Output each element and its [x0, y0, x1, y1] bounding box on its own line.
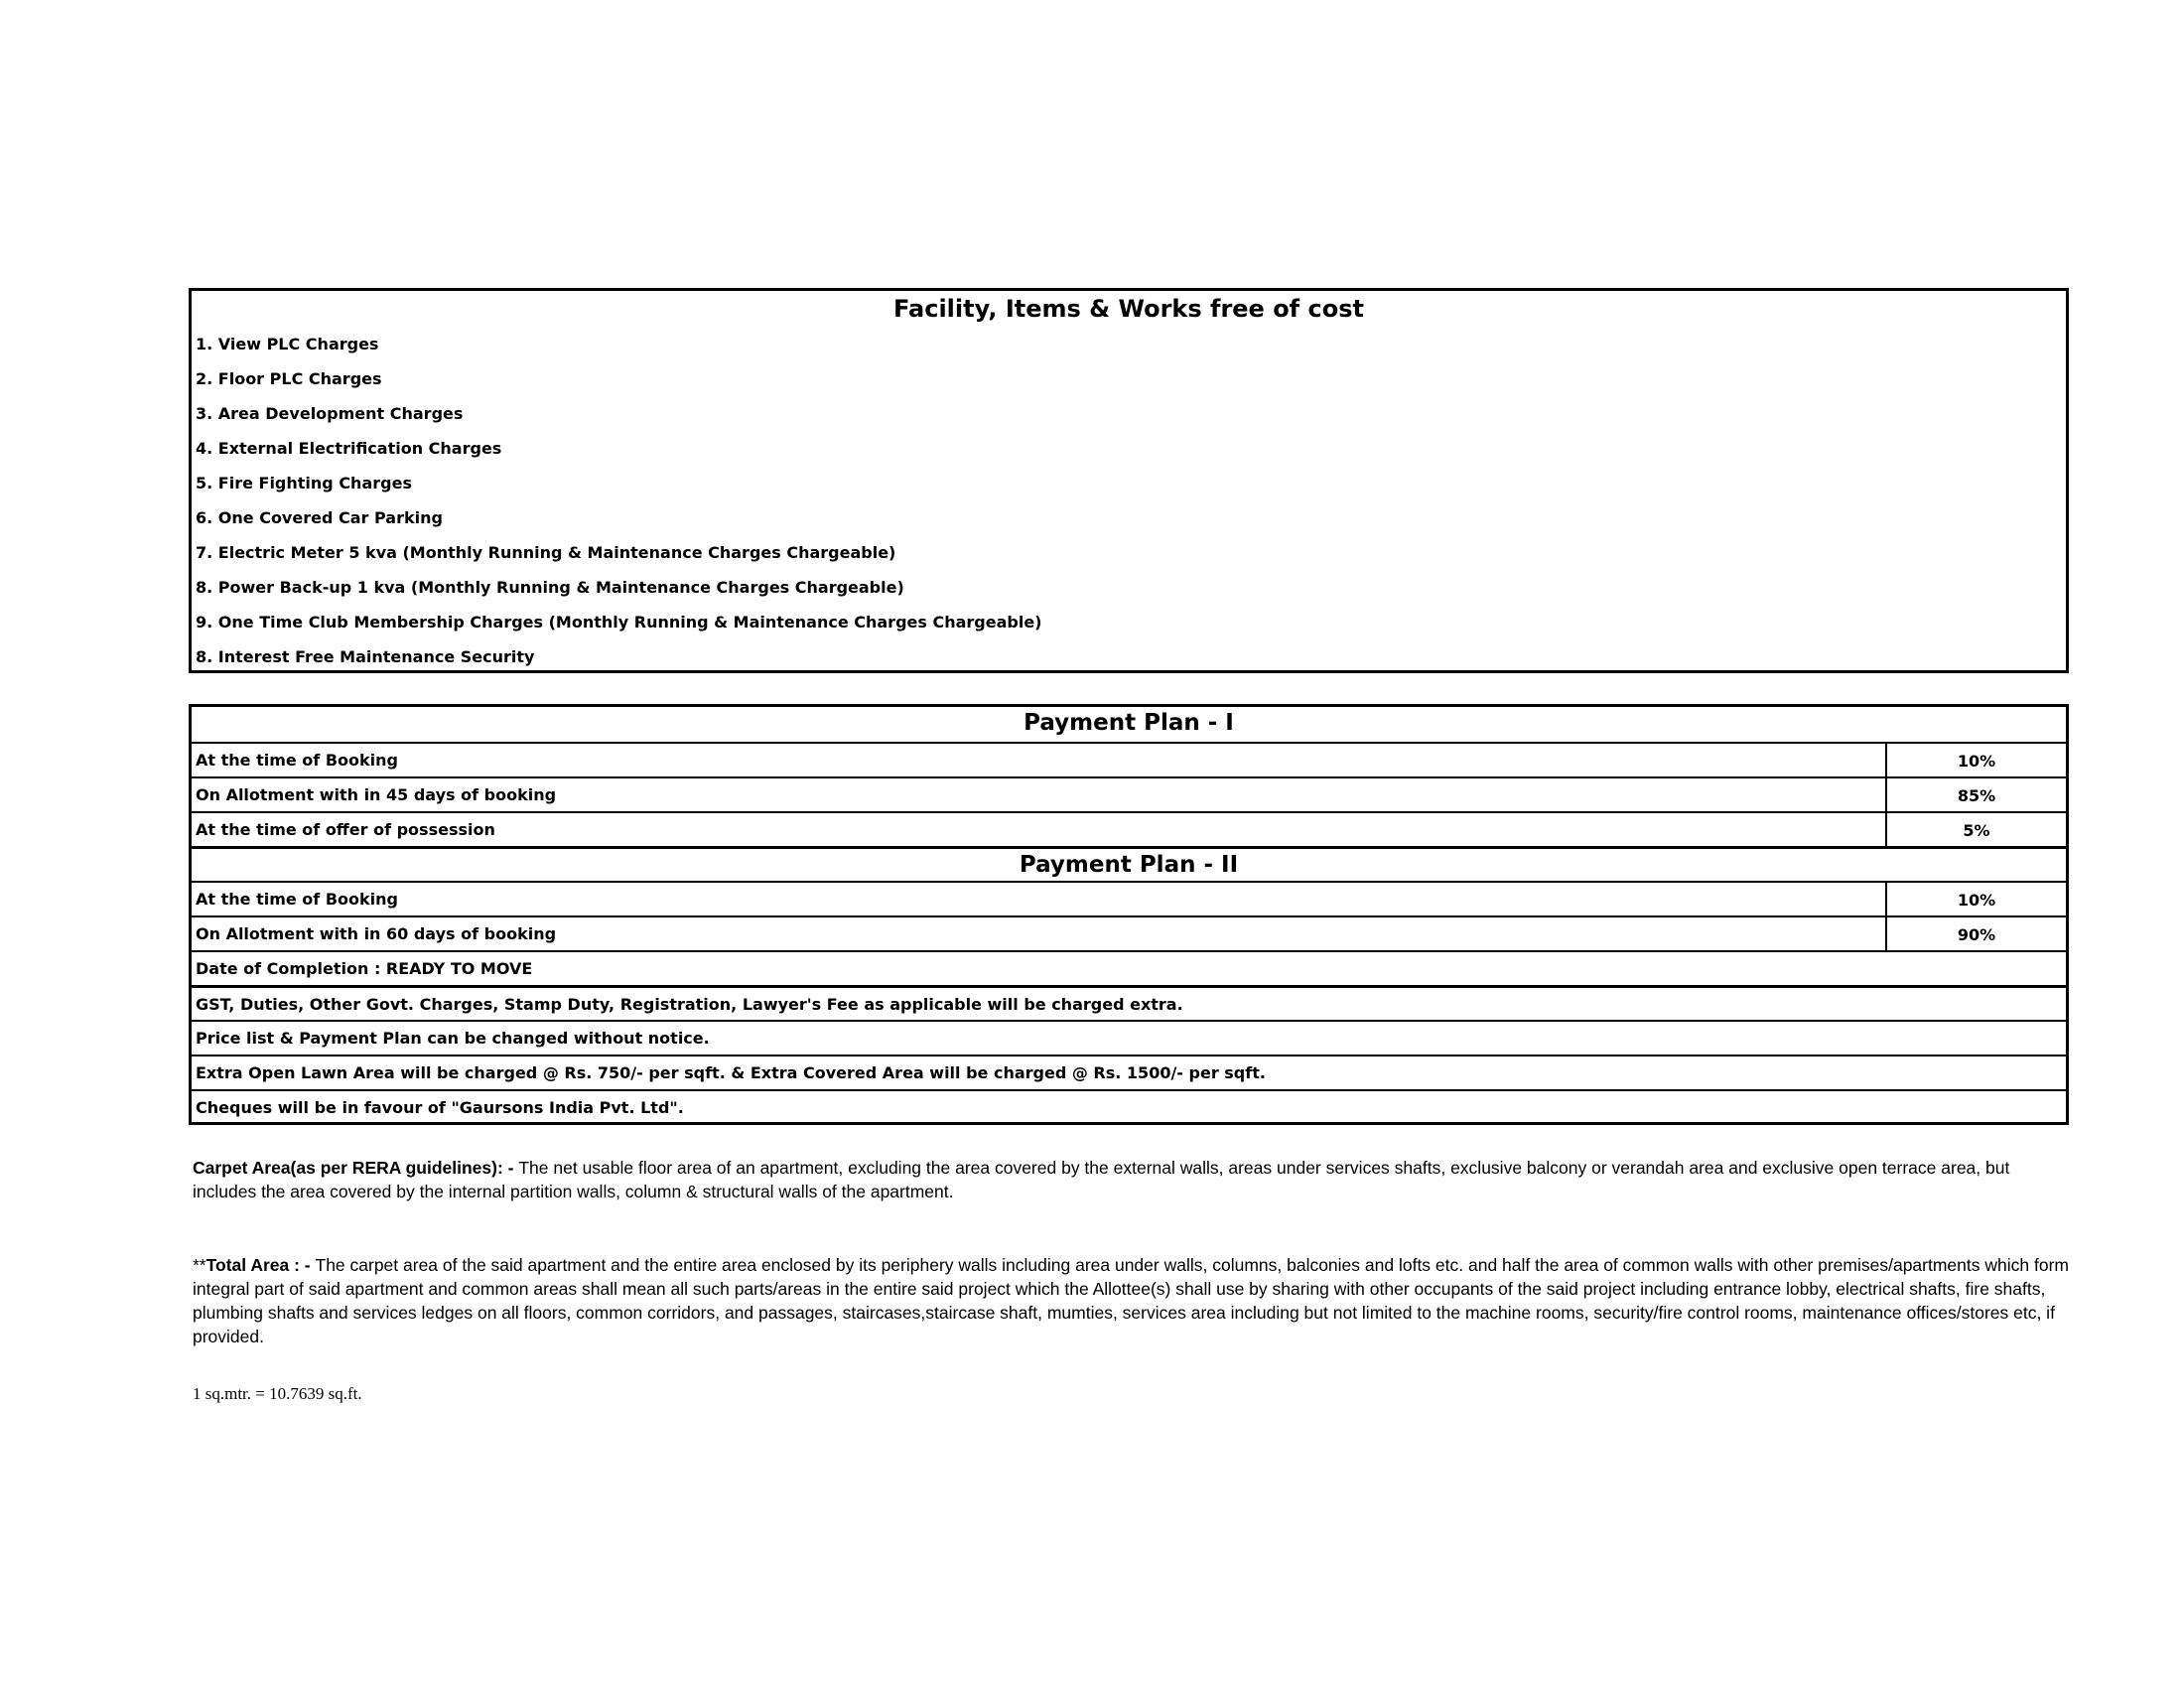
plan-row-label: At the time of offer of possession [196, 820, 495, 839]
note-row-text: Price list & Payment Plan can be changed without notice. [196, 1029, 710, 1048]
facility-item: 1. View PLC Charges [196, 335, 379, 353]
facility-item: 8. Interest Free Maintenance Security [196, 647, 535, 666]
total-area-note [193, 1253, 2069, 1348]
total-area-heading: Total Area : - [205, 1255, 316, 1275]
note-row-text: Date of Completion : READY TO MOVE [196, 959, 533, 978]
table-row [192, 811, 2066, 846]
total-area-text: The carpet area of the said apartment and the entire area enclosed by its periphery walls including area under walls, columns, balconies and lofts etc. and half the area of common walls with other premises/apartments which form integral part of said apartment and common areas shall mean all such parts/areas in the entire said project which the Allottee(s) shall use by sharing with other occupants of the said project including entrance lobby, electrical shafts, fire shafts, plumbing shafts and services ledges on all floors, common corridors, and passages, staircases,staircase shaft, mumties, services area including but not limited to the machine rooms, security/fire control rooms, maintenance offices/stores etc, if provided. [193, 1255, 2069, 1346]
table-row [192, 1055, 2066, 1089]
total-area-prefix: ** [193, 1255, 206, 1275]
plan2-title-row [192, 846, 2066, 881]
plan-row-label: At the time of Booking [196, 890, 398, 909]
facility-item: 7. Electric Meter 5 kva (Monthly Running & Maintenance Charges Chargeable) [196, 543, 896, 562]
facility-item: 6. One Covered Car Parking [196, 508, 443, 527]
note-row-text: Cheques will be in favour of "Gaursons India Pvt. Ltd". [196, 1098, 684, 1117]
note-row-text: Extra Open Lawn Area will be charged @ Rs. 750/- per sqft. & Extra Covered Area will be charged @ Rs. 1500/- per sqft. [196, 1063, 1266, 1082]
facility-item: 5. Fire Fighting Charges [196, 474, 412, 492]
facility-item: 9. One Time Club Membership Charges (Monthly Running & Maintenance Charges Chargeable) [196, 613, 1042, 632]
table-row [192, 985, 2066, 1020]
plan1-title-row [192, 707, 2066, 742]
plan-row-value: 10% [1885, 883, 2066, 915]
plan-row-label: On Allotment with in 60 days of booking [196, 924, 557, 943]
payment-plan-box [189, 704, 2069, 1125]
facility-item: 8. Power Back-up 1 kva (Monthly Running & Maintenance Charges Chargeable) [196, 578, 904, 597]
unit-conversion: 1 sq.mtr. = 10.7639 sq.ft. [193, 1384, 362, 1403]
facility-item: 2. Floor PLC Charges [196, 369, 382, 388]
table-row [192, 1020, 2066, 1055]
plan1-title: Payment Plan - I [1024, 710, 1234, 736]
table-row [192, 915, 2066, 950]
table-row [192, 950, 2066, 985]
facility-item: 3. Area Development Charges [196, 404, 464, 423]
carpet-area-heading: Carpet Area(as per RERA guidelines): - [193, 1158, 519, 1178]
table-row [192, 742, 2066, 776]
facility-box [189, 288, 2069, 673]
table-row [192, 776, 2066, 811]
plan2-title: Payment Plan - II [1019, 852, 1239, 878]
plan-row-value: 85% [1885, 778, 2066, 811]
plan-row-value: 5% [1885, 813, 2066, 846]
facility-item: 4. External Electrification Charges [196, 439, 502, 458]
carpet-area-text: The net usable floor area of an apartment, excluding the area covered by the external walls, areas under services shafts, exclusive balcony or verandah area and exclusive open terrace area, but includes the area covered by the internal partition walls, column & structural walls of the apartment. [193, 1158, 2010, 1201]
plan-row-value: 10% [1885, 744, 2066, 776]
note-row-text: GST, Duties, Other Govt. Charges, Stamp Duty, Registration, Lawyer's Fee as applicable will be charged extra. [196, 995, 1183, 1014]
plan-row-value: 90% [1885, 917, 2066, 950]
facility-title: Facility, Items & Works free of cost [893, 295, 1364, 323]
table-row [192, 1089, 2066, 1124]
carpet-area-note [193, 1156, 2069, 1203]
table-row [192, 881, 2066, 915]
plan-row-label: At the time of Booking [196, 751, 398, 770]
plan-row-label: On Allotment with in 45 days of booking [196, 785, 557, 804]
